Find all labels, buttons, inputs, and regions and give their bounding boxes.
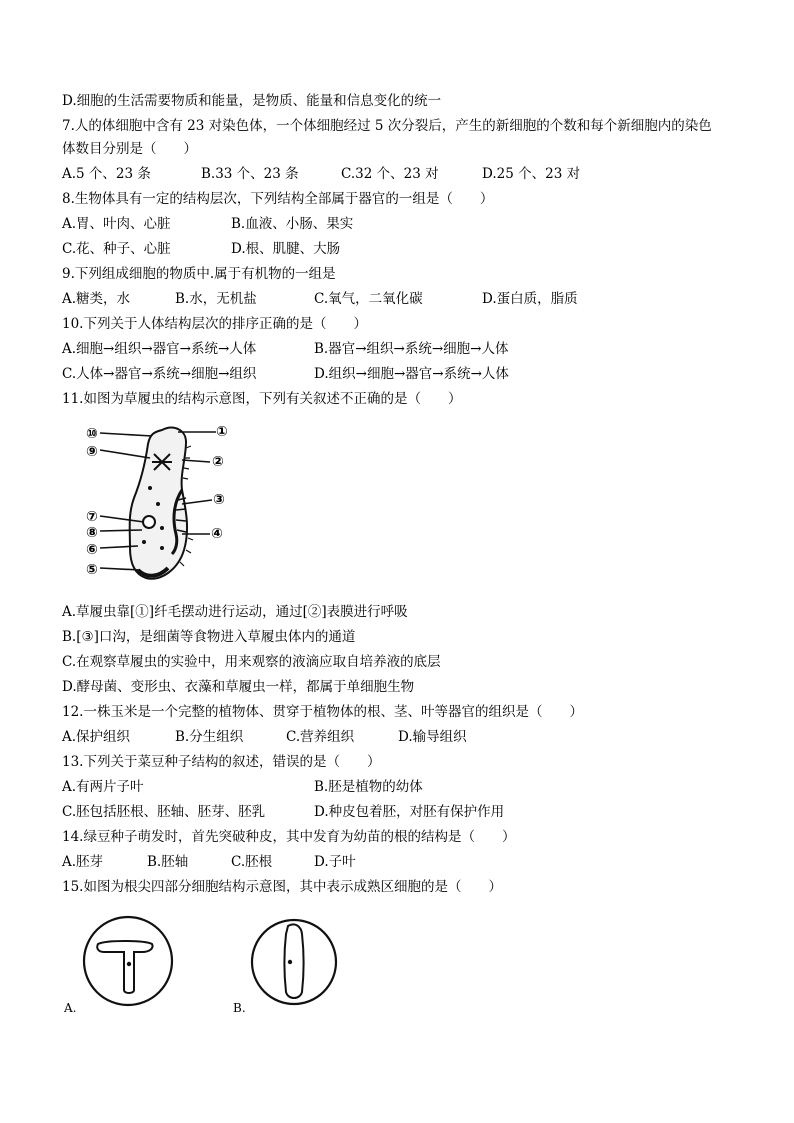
root-cell-b-diagram [248, 912, 338, 1012]
label-5: ⑤ [86, 562, 98, 578]
q8-option-b: B.血液、小肠、果实 [231, 216, 354, 232]
q14-option-a: A.胚芽 [62, 854, 104, 870]
label-4: ④ [211, 526, 223, 542]
label-2: ② [212, 454, 224, 470]
q9-option-d: D.蛋白质，脂质 [482, 291, 578, 307]
caption-a: A. [64, 1001, 77, 1015]
label-1: ① [216, 424, 228, 440]
q9-option-b: B.水，无机盐 [175, 291, 257, 307]
q11-stem: 11.如图为草履虫的结构示意图，下列有关叙述不正确的是（ ） [62, 391, 462, 407]
q11-option-c: C.在观察草履虫的实验中，用来观察的液滴应取自培养液的底层 [62, 654, 441, 670]
label-6: ⑥ [86, 542, 98, 558]
q9-option-a: A.糖类，水 [62, 291, 131, 307]
q7-option-c: C.32 个、23 对 [341, 166, 439, 182]
q10-option-c: C.人体→器官→系统→细胞→组织 [62, 366, 257, 382]
q10-option-d: D.组织→细胞→器官→系统→人体 [314, 366, 509, 382]
q6-option-d: D.细胞的生活需要物质和能量，是物质、能量和信息变化的统一 [62, 93, 442, 109]
q14-option-c: C.胚根 [231, 854, 273, 870]
q12-stem: 12.一株玉米是一个完整的植物体、贯穿于植物体的根、茎、叶等器官的组织是（ ） [62, 704, 583, 720]
label-8: ⑧ [86, 525, 98, 541]
q8-option-c: C.花、种子、心脏 [62, 241, 171, 257]
q13-option-a: A.有两片子叶 [62, 779, 144, 795]
label-7: ⑦ [86, 509, 98, 525]
q10-option-a: A.细胞→组织→器官→系统→人体 [62, 341, 257, 357]
q12-option-a: A.保护组织 [62, 729, 131, 745]
q12-option-b: B.分生组织 [175, 729, 244, 745]
q9-option-c: C.氧气，二氧化碳 [314, 291, 423, 307]
q9-stem: 9.下列组成细胞的物质中.属于有机物的一组是 [62, 266, 336, 282]
root-cell-a-diagram [76, 914, 182, 1010]
q13-stem: 13.下列关于菜豆种子结构的叙述，错误的是（ ） [62, 754, 381, 770]
q7-option-a: A.5 个、23 条 [62, 166, 151, 182]
q13-option-c: C.胚包括胚根、胚轴、胚芽、胚乳 [62, 804, 266, 820]
q12-option-c: C.营养组织 [286, 729, 355, 745]
q7-stem-line2: 体数目分别是（ ） [62, 141, 197, 157]
q7-option-b: B.33 个、23 条 [201, 166, 299, 182]
q7-option-d: D.25 个、23 对 [482, 166, 581, 182]
q15-stem: 15.如图为根尖四部分细胞结构示意图，其中表示成熟区细胞的是（ ） [62, 879, 502, 895]
label-3: ③ [213, 492, 225, 508]
q8-option-a: A.胃、叶肉、心脏 [62, 216, 171, 232]
q7-stem-line1: 7.人的体细胞中含有 23 对染色体，一个体细胞经过 5 次分裂后，产生的新细胞的个数和每个新细胞内的染色 [62, 118, 712, 134]
q11-option-a: A.草履虫靠[①]纤毛摆动进行运动，通过[②]表膜进行呼吸 [62, 604, 408, 620]
caption-b: B. [233, 1001, 246, 1015]
q14-option-d: D.子叶 [314, 854, 356, 870]
q13-option-b: B.胚是植物的幼体 [314, 779, 423, 795]
label-9: ⑨ [86, 444, 98, 460]
q10-stem: 10.下列关于人体结构层次的排序正确的是（ ） [62, 316, 367, 332]
q14-stem: 14.绿豆种子萌发时，首先突破种皮，其中发育为幼苗的根的结构是（ ） [62, 829, 516, 845]
q10-option-b: B.器官→组织→系统→细胞→人体 [314, 341, 509, 357]
q11-option-d: D.酵母菌、变形虫、衣藻和草履虫一样，都属于单细胞生物 [62, 679, 415, 695]
label-10: ⑩ [86, 426, 98, 442]
q13-option-d: D.种皮包着胚，对胚有保护作用 [314, 804, 505, 820]
q8-stem: 8.生物体具有一定的结构层次，下列结构全部属于器官的一组是（ ） [62, 191, 494, 207]
q11-option-b: B.[③]口沟，是细菌等食物进入草履虫体内的通道 [62, 629, 356, 645]
q8-option-d: D.根、肌腱、大肠 [231, 241, 341, 257]
paramecium-diagram [82, 418, 252, 590]
q14-option-b: B.胚轴 [147, 854, 189, 870]
q12-option-d: D.输导组织 [398, 729, 467, 745]
